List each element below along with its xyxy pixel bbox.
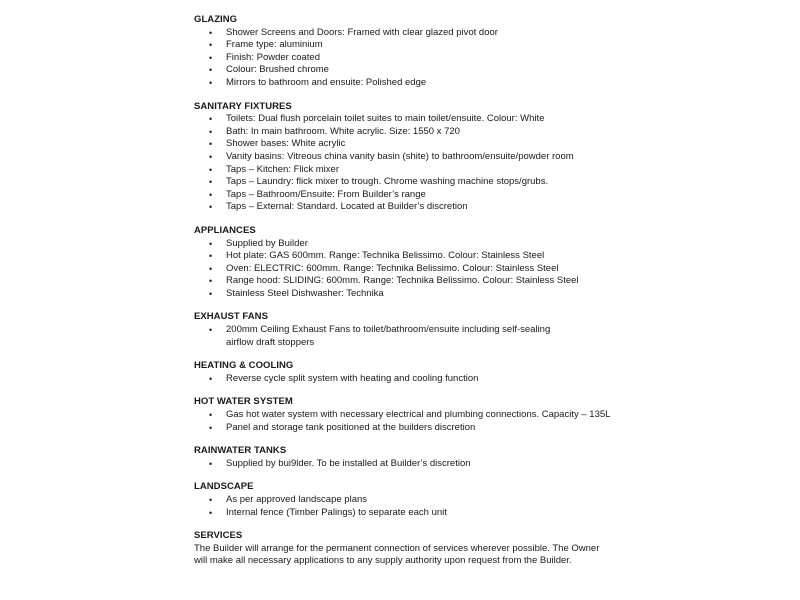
bullet-icon: • — [209, 27, 213, 38]
list-item: • Gas hot water system with necessary electrical and plumbing connections. Capacity – 135L — [209, 409, 611, 421]
section-landscape — [194, 481, 614, 519]
document-page — [194, 14, 614, 579]
bullet-icon: • — [209, 139, 213, 150]
list-item: • 200mm Ceiling Exhaust Fans to toilet/bathroom/ensuite including self-sealing airflow draft stoppers — [209, 324, 551, 348]
bullet-icon: • — [209, 52, 213, 63]
bullet-icon: • — [209, 276, 213, 287]
section-heading: EXHAUST FANS — [194, 311, 268, 323]
bullet-list — [194, 113, 614, 214]
list-item: • Internal fence (Timber Palings) to separate each unit — [209, 506, 447, 518]
list-item: • Taps – Kitchen: Flick mixer — [209, 163, 339, 175]
list-item: • Panel and storage tank positioned at the builders discretion — [209, 421, 476, 433]
bullet-icon: • — [209, 238, 213, 249]
section-heading: SERVICES — [194, 530, 243, 542]
section-glazing — [194, 14, 614, 90]
bullet-list — [194, 27, 614, 90]
list-item: • Shower bases: White acrylic — [209, 138, 346, 150]
section-heading: HOT WATER SYSTEM — [194, 396, 293, 408]
section-hot-water-system — [194, 396, 614, 434]
list-item: • Colour: Brushed chrome — [209, 64, 329, 76]
bullet-icon: • — [209, 202, 213, 213]
services-paragraph: The Builder will arrange for the permanent connection of services wherever possible. The Owner will make all necessary applications to any supply authority upon request from the Builder. — [194, 542, 600, 567]
bullet-list — [194, 324, 614, 349]
bullet-icon: • — [209, 263, 213, 274]
list-item: • Reverse cycle split system with heating and cooling function — [209, 372, 479, 384]
section-heading: HEATING & COOLING — [194, 360, 294, 372]
bullet-icon: • — [209, 288, 213, 299]
list-item: • Taps – Laundry: flick mixer to trough. Chrome washing machine stops/grubs. — [209, 176, 549, 188]
list-item: • Bath: In main bathroom. White acrylic. Size: 1550 x 720 — [209, 125, 460, 137]
bullet-icon: • — [209, 458, 213, 469]
bullet-icon: • — [209, 126, 213, 137]
bullet-list — [194, 494, 614, 519]
list-item: • Toilets: Dual flush porcelain toilet suites to main toilet/ensuite. Colour: White — [209, 113, 545, 125]
bullet-icon: • — [209, 40, 213, 51]
section-heading: SANITARY FIXTURES — [194, 100, 292, 112]
list-item: • Stainless Steel Dishwasher: Technika — [209, 287, 384, 299]
bullet-icon: • — [209, 177, 213, 188]
section-heating-cooling — [194, 360, 614, 385]
bullet-icon: • — [209, 507, 213, 518]
list-item: • As per approved landscape plans — [209, 494, 368, 505]
section-appliances — [194, 225, 614, 301]
bullet-icon: • — [209, 373, 213, 384]
bullet-icon: • — [209, 422, 213, 433]
section-exhaust-fans — [194, 311, 614, 349]
section-heading: GLAZING — [194, 14, 238, 25]
bullet-icon: • — [209, 164, 213, 175]
section-heading: APPLIANCES — [194, 224, 256, 236]
list-item: • Finish: Powder coated — [209, 51, 320, 63]
bullet-icon: • — [209, 151, 213, 162]
bullet-icon: • — [209, 189, 213, 200]
section-sanitary-fixtures — [194, 101, 614, 214]
list-item: • Shower Screens and Doors: Framed with clear glazed pivot door — [209, 26, 498, 38]
bullet-icon: • — [209, 410, 213, 421]
list-item: • Supplied by Builder — [209, 237, 308, 249]
list-item: • Range hood: SLIDING: 600mm. Range: Technika Belissimo. Colour: Stainless Steel — [209, 275, 579, 287]
list-item: • Frame type: aluminium — [209, 39, 323, 51]
section-heading: LANDSCAPE — [194, 481, 254, 493]
bullet-icon: • — [209, 114, 213, 125]
bullet-list — [194, 373, 614, 386]
list-item: • Taps – Bathroom/Ensuite: From Builder’s range — [209, 188, 426, 200]
list-item: • Taps – External: Standard. Located at Builder’s discretion — [209, 201, 468, 213]
bullet-list — [194, 409, 614, 434]
bullet-icon: • — [209, 65, 213, 76]
section-rainwater-tanks — [194, 445, 614, 470]
section-heading: RAINWATER TANKS — [194, 445, 287, 457]
bullet-list — [194, 238, 614, 301]
bullet-icon: • — [209, 495, 213, 505]
list-item: • Mirrors to bathroom and ensuite: Polished edge — [209, 76, 427, 88]
list-item: • Vanity basins: Vitreous china vanity basin (shite) to bathroom/ensuite/powder room — [209, 150, 574, 162]
bullet-list — [194, 458, 614, 471]
list-item: • Oven: ELECTRIC: 600mm. Range: Technika Belissimo. Colour: Stainless Steel — [209, 262, 559, 274]
bullet-icon: • — [209, 77, 213, 88]
list-item: • Hot plate: GAS 600mm. Range: Technika Belissimo. Colour: Stainless Steel — [209, 250, 545, 262]
section-services — [194, 530, 614, 568]
bullet-icon: • — [209, 251, 213, 262]
list-item: • Supplied by bui9lder. To be installed at Builder’s discretion — [209, 457, 471, 469]
bullet-icon: • — [209, 325, 213, 336]
